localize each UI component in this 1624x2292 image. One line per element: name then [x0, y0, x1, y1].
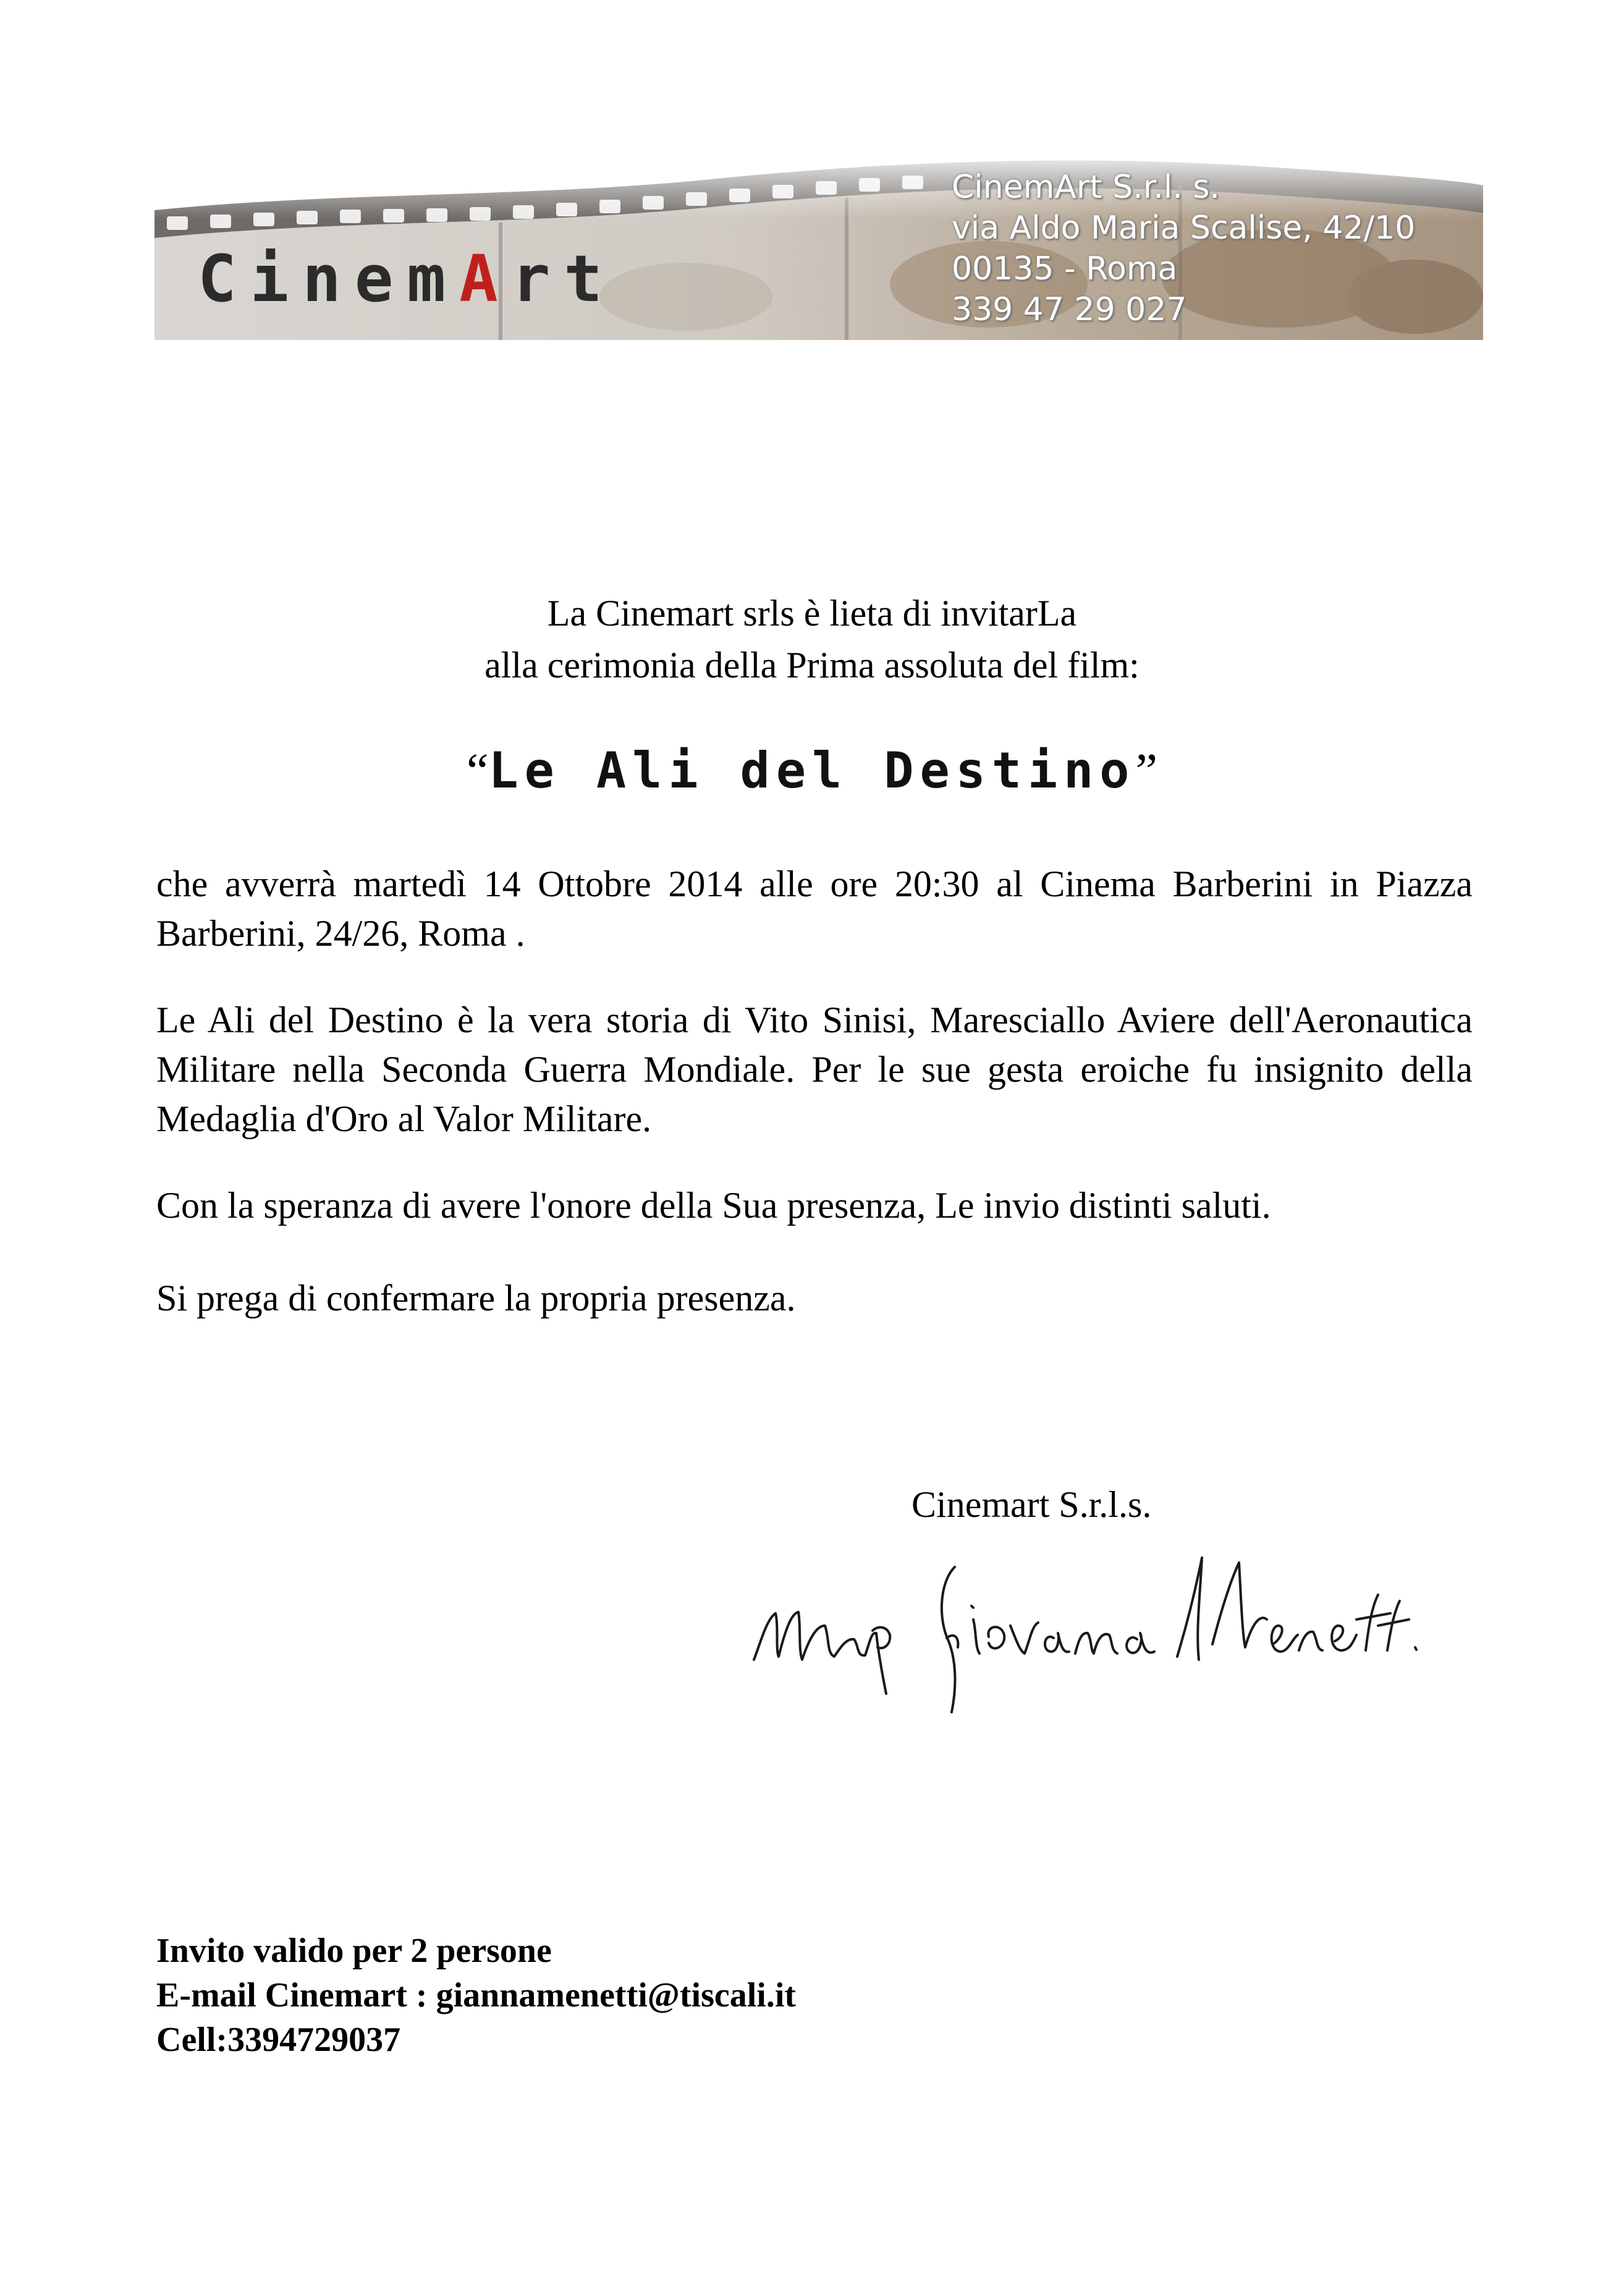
signatory-name: Cinemart S.r.l.s. [911, 1484, 1152, 1525]
open-quote: “ [467, 744, 489, 799]
invitation-intro [0, 587, 1624, 691]
handwritten-signature [742, 1533, 1434, 1731]
company-city: 00135 - Roma [952, 250, 1178, 287]
closing-paragraph: Con la speranza di avere l'onore della Sua presenza, Le invio distinti saluti. [156, 1185, 1271, 1226]
rsvp-paragraph: Si prega di confermare la propria presenza. [156, 1278, 796, 1318]
film-title [0, 742, 1624, 800]
logo-accent-letter: A [459, 241, 512, 316]
company-address-block [952, 167, 1415, 330]
contact-email: E-mail Cinemart : giannamenetti@tiscali.it [156, 1976, 797, 2014]
film-description-paragraph: Le Ali del Destino è la vera storia di Vito Sinisi, Maresciallo Aviere dell'Aeronautica Militare nella Seconda Guerra Mondiale. Per le sue gesta eroiche fu insignito della Medaglia d'Oro al Valor Militare. [156, 1000, 1473, 1139]
company-address: via Aldo Maria Scalise, 42/10 [952, 210, 1416, 247]
invitation-validity: Invito valido per 2 persone [156, 1932, 552, 1970]
film-title-text: Le Ali del Destino [488, 742, 1136, 799]
contact-cell: Cell:3394729037 [156, 2021, 401, 2059]
cinemart-logo: CinemArt [198, 241, 616, 316]
company-name: CinemArt S.r.l. s. [952, 169, 1220, 206]
event-details-paragraph: che avverrà martedì 14 Ottobre 2014 alle ore 20:30 al Cinema Barberini in Piazza Barberini, 24/26, Roma . [156, 864, 1473, 954]
header-banner [154, 155, 1483, 340]
intro-line-2: alla cerimonia della Prima assoluta del film: [484, 645, 1140, 685]
close-quote: ” [1135, 744, 1157, 799]
intro-line-1: La Cinemart srls è lieta di invitarLa [547, 593, 1077, 634]
company-phone: 339 47 29 027 [952, 291, 1187, 328]
footer-info [156, 1929, 796, 2062]
